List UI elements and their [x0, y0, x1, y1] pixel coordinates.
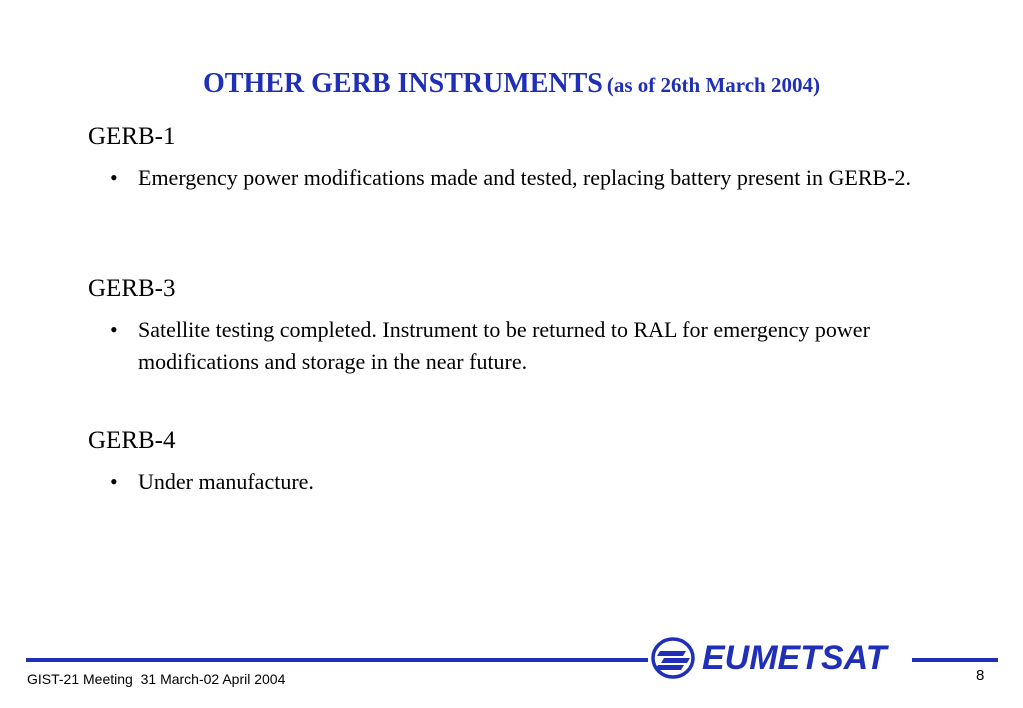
- section-gerb-4: [88, 426, 948, 498]
- footer-rule-right: [912, 658, 998, 662]
- footer-rule-left: [26, 658, 648, 662]
- bullet-item: [88, 466, 948, 498]
- section-gerb-3: [88, 274, 948, 378]
- logo-wordmark: EUMETSAT: [702, 639, 887, 677]
- eumetsat-logo: [650, 636, 912, 680]
- bullet-marker: •: [110, 317, 118, 342]
- bullet-marker: •: [110, 469, 118, 494]
- section-gerb-1: [88, 122, 948, 194]
- eumetsat-emblem-icon: [650, 636, 698, 680]
- bullet-item: [88, 162, 948, 194]
- slide-title: [0, 68, 1023, 100]
- bullet-text: Emergency power modifications made and tested, replacing battery present in GERB-2.: [138, 165, 912, 190]
- section-heading: GERB-4: [88, 427, 176, 454]
- bullet-text: Satellite testing completed. Instrument to be returned to RAL for emergency power modifications and storage in the near future.: [138, 317, 870, 374]
- section-heading: GERB-3: [88, 275, 176, 302]
- bullet-item: [88, 314, 948, 378]
- bullet-text: Under manufacture.: [138, 469, 314, 494]
- section-heading: GERB-1: [88, 123, 176, 150]
- bullet-marker: •: [110, 165, 118, 190]
- title-main: OTHER GERB INSTRUMENTS: [203, 68, 603, 99]
- footer-meeting: GIST-21 Meeting 31 March-02 April 2004: [27, 671, 286, 687]
- title-date: (as of 26th March 2004): [606, 73, 820, 97]
- page-number: 8: [976, 667, 985, 684]
